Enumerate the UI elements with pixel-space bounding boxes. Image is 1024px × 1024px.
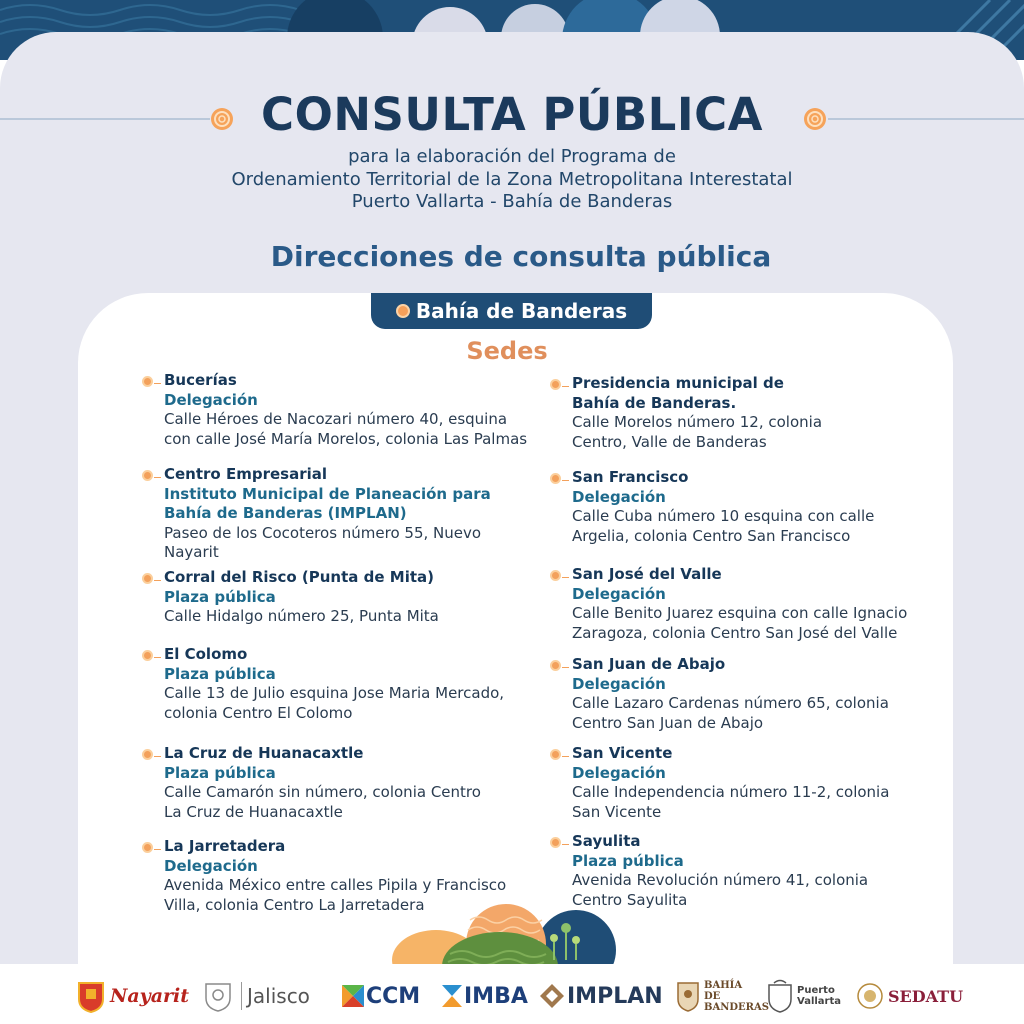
sedes-heading: Sedes bbox=[466, 337, 548, 365]
logo-ccm bbox=[342, 978, 420, 1014]
location-type: Delegación bbox=[572, 763, 666, 782]
bullet-icon bbox=[142, 470, 153, 481]
location-address: Calle Independencia número 11-2, colonia bbox=[572, 783, 890, 801]
list-item bbox=[572, 832, 868, 910]
subtitle-line: Ordenamiento Territorial de la Zona Metropolitana Interestatal bbox=[231, 168, 793, 190]
location-address: Calle Lazaro Cardenas número 65, colonia bbox=[572, 694, 889, 712]
bullet-icon bbox=[550, 473, 561, 484]
logo-jalisco bbox=[200, 978, 310, 1014]
location-name: Centro Empresarial bbox=[164, 465, 327, 483]
subtitle-line: para la elaboración del Programa de bbox=[348, 146, 676, 167]
bullet-icon bbox=[550, 660, 561, 671]
list-item bbox=[572, 655, 889, 733]
list-item bbox=[164, 465, 491, 563]
location-name: Bucerías bbox=[164, 371, 237, 389]
location-type: Delegación bbox=[572, 674, 666, 693]
location-address: Calle Camarón sin número, colonia Centro bbox=[164, 783, 481, 801]
subtitle bbox=[0, 146, 1024, 214]
logo-text: SEDATU bbox=[888, 986, 964, 1006]
section-heading: Direcciones de consulta pública bbox=[270, 240, 772, 273]
location-address: colonia Centro El Colomo bbox=[164, 703, 353, 722]
location-name: Bahía de Banderas. bbox=[572, 393, 737, 412]
location-address: San Vicente bbox=[572, 802, 662, 821]
logo-nayarit bbox=[76, 978, 189, 1014]
location-address: Centro Sayulita bbox=[572, 890, 688, 909]
location-address: Calle Héroes de Nacozari número 40, esquina bbox=[164, 410, 508, 428]
location-name: Sayulita bbox=[572, 832, 641, 850]
location-address: Argelia, colonia Centro San Francisco bbox=[572, 526, 851, 545]
logo-sedatu bbox=[856, 978, 963, 1014]
location-name: La Jarretadera bbox=[164, 837, 286, 855]
logo-text: IMBA bbox=[464, 983, 528, 1009]
hills-illustration bbox=[390, 900, 620, 966]
location-address: Calle Morelos número 12, colonia bbox=[572, 413, 823, 431]
sedatu-seal-icon bbox=[856, 982, 884, 1010]
location-type: Delegación bbox=[164, 390, 258, 409]
bullet-icon bbox=[142, 749, 153, 760]
location-name: La Cruz de Huanacaxtle bbox=[164, 744, 364, 762]
location-type: Delegación bbox=[572, 584, 666, 603]
list-item bbox=[164, 645, 504, 723]
ccm-mark-icon bbox=[342, 985, 364, 1007]
list-item bbox=[164, 744, 481, 822]
bullet-icon bbox=[550, 570, 561, 581]
location-address: Calle Hidalgo número 25, Punta Mita bbox=[164, 607, 439, 625]
location-name: San José del Valle bbox=[572, 565, 722, 583]
logo-implan bbox=[540, 978, 663, 1014]
location-type: Plaza pública bbox=[164, 664, 276, 683]
bullet-icon bbox=[142, 573, 153, 584]
bullet-icon bbox=[550, 379, 561, 390]
location-address: Calle Cuba número 10 esquina con calle bbox=[572, 507, 875, 525]
location-address: con calle José María Morelos, colonia Las Palmas bbox=[164, 429, 528, 448]
bullet-icon bbox=[142, 650, 153, 661]
list-item bbox=[572, 744, 889, 822]
logo-text: Nayarit bbox=[110, 985, 190, 1007]
logo-text: Puerto Vallarta bbox=[797, 985, 842, 1007]
bullet-icon bbox=[550, 749, 561, 760]
list-item bbox=[572, 565, 907, 643]
location-type: Instituto Municipal de Planeación para bbox=[164, 484, 491, 503]
location-type: Delegación bbox=[164, 856, 258, 875]
list-item bbox=[572, 468, 874, 546]
location-address: Avenida México entre calles Pipila y Francisco bbox=[164, 876, 507, 894]
location-address: Centro San Juan de Abajo bbox=[572, 713, 764, 732]
page-title: CONSULTA PÚBLICA bbox=[261, 88, 763, 141]
imba-mark-icon bbox=[442, 985, 462, 1007]
bullet-icon bbox=[142, 376, 153, 387]
tab-label: Bahía de Banderas bbox=[415, 299, 628, 323]
logo-text: IMPLAN bbox=[567, 983, 663, 1009]
logo-imba bbox=[442, 978, 528, 1014]
location-address: Villa, colonia Centro La Jarretadera bbox=[164, 895, 425, 914]
logo-text: CCM bbox=[366, 983, 421, 1009]
location-address: Zaragoza, colonia Centro San José del Valle bbox=[572, 623, 898, 642]
list-item bbox=[164, 568, 439, 627]
subtitle-line: Puerto Vallarta - Bahía de Banderas bbox=[351, 191, 673, 212]
list-item bbox=[572, 374, 822, 452]
nayarit-crest-icon bbox=[76, 979, 106, 1013]
location-address: Paseo de los Cocoteros número 55, Nuevo bbox=[164, 523, 482, 542]
location-name: Presidencia municipal de bbox=[572, 374, 784, 392]
location-address: Centro, Valle de Banderas bbox=[572, 432, 767, 451]
location-address: Avenida Revolución número 41, colonia bbox=[572, 871, 869, 889]
location-name: Corral del Risco (Punta de Mita) bbox=[164, 568, 434, 586]
location-type: Plaza pública bbox=[164, 763, 276, 782]
location-address: Nayarit bbox=[164, 543, 219, 561]
implan-diamond-icon bbox=[540, 984, 564, 1008]
location-name: San Juan de Abajo bbox=[572, 655, 726, 673]
municipality-tab bbox=[371, 293, 652, 329]
location-type: Plaza pública bbox=[164, 587, 276, 606]
location-type: Plaza pública bbox=[572, 851, 684, 870]
location-address: La Cruz de Huanacaxtle bbox=[164, 802, 343, 821]
location-address: Calle Benito Juarez esquina con calle Ignacio bbox=[572, 604, 908, 622]
vallarta-crest-icon bbox=[766, 979, 794, 1013]
logo-text: Jalisco bbox=[247, 984, 310, 1008]
logo-divider bbox=[241, 982, 242, 1010]
location-type: Bahía de Banderas (IMPLAN) bbox=[164, 504, 407, 522]
location-name: El Colomo bbox=[164, 645, 248, 663]
logo-vallarta bbox=[766, 978, 841, 1014]
list-item bbox=[164, 371, 527, 449]
bahia-crest-icon bbox=[676, 980, 700, 1012]
logo-text: BAHÍA DE BANDERAS bbox=[704, 979, 769, 1013]
jalisco-crest-icon bbox=[200, 978, 236, 1014]
location-type: Delegación bbox=[572, 487, 666, 506]
location-address: Calle 13 de Julio esquina Jose Maria Mercado, bbox=[164, 684, 505, 702]
location-name: San Vicente bbox=[572, 744, 673, 762]
bullet-icon bbox=[550, 837, 561, 848]
bullet-icon bbox=[142, 842, 153, 853]
logo-bahia bbox=[676, 978, 769, 1014]
location-name: San Francisco bbox=[572, 468, 689, 486]
bullet-icon bbox=[396, 304, 410, 318]
